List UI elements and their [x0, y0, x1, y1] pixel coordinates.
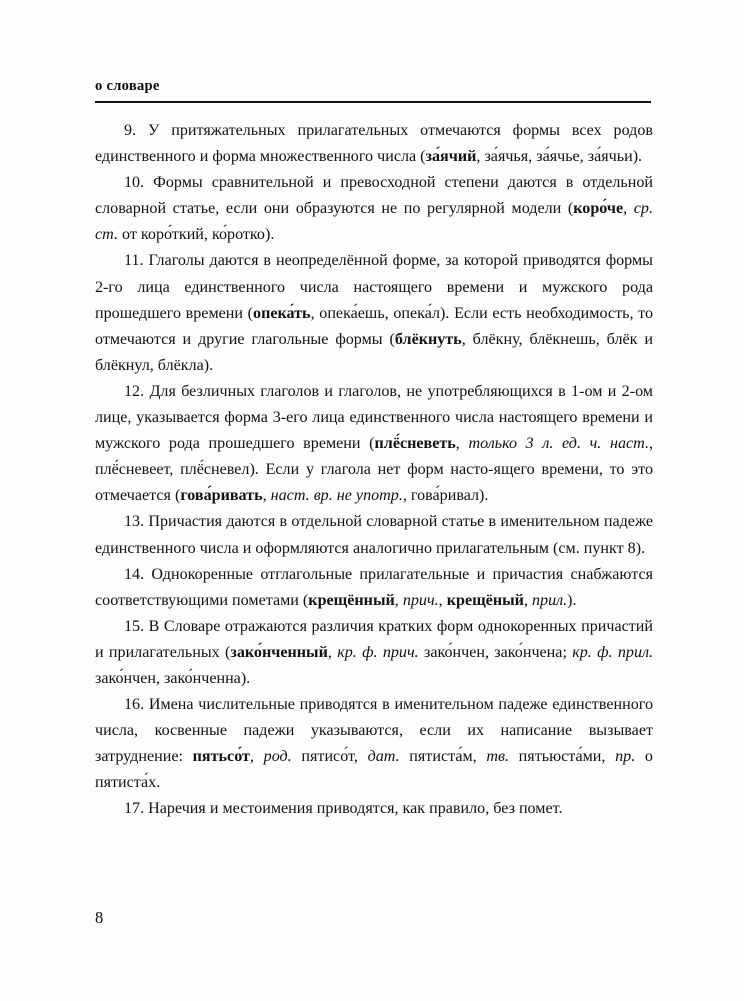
text-run: 9. У притяжательных прилагательных отмечаются формы всех родов единственного и форма множественного числа (	[95, 122, 653, 166]
headword: за́ячий	[425, 148, 477, 166]
running-head: о словаре	[95, 78, 160, 94]
page-number: 8	[95, 908, 104, 927]
grammar-label: пр.	[615, 748, 636, 766]
headword: опека́ть	[253, 304, 311, 322]
text-run: , за́ячья, за́ячье, за́ячьи).	[476, 148, 643, 166]
text-run: пятиста́м,	[399, 748, 487, 766]
text-run: , опека́ешь, опека́л). Если есть необходимость, то отмечаются и другие глагольные формы (	[95, 304, 653, 348]
grammar-label: тв.	[486, 748, 509, 766]
headword: плё́сневеть	[374, 435, 456, 453]
grammar-label: ср. ст.	[95, 200, 653, 244]
text-run: ,	[262, 487, 271, 505]
text-run: 15. В Словаре отражаются различия кратких форм однокоренных причастий и прилагательных (	[95, 617, 653, 661]
paragraph-item-11	[95, 248, 653, 378]
text-run: 17. Наречия и местоимения приводятся, как правило, без помет.	[124, 800, 563, 818]
headword: блёкнуть	[394, 330, 462, 348]
grammar-label: прил.	[531, 591, 568, 609]
text-run: ,	[623, 200, 634, 218]
headword: гова́ривать	[180, 487, 263, 505]
text-run: о пятиста́х.	[95, 748, 653, 792]
text-run: 16. Имена числительные приводятся в именительном падеже единственного числа, косвенные падежи указываются, если их написание вызывает затруднение:	[95, 696, 653, 766]
paragraph-item-13	[95, 509, 653, 561]
text-run: , плё́сневеет, плё́сневел). Если у глагола нет форм насто-ящего времени, то это отмечается (	[95, 435, 654, 505]
paragraph-item-9	[95, 118, 653, 170]
text-run: , блёкну, блёкнешь, блёк и блёкнул, блёкла).	[95, 330, 654, 374]
paragraph-item-15	[95, 614, 653, 692]
headword: коро́че	[573, 200, 624, 218]
header-rule	[95, 101, 651, 103]
paragraph-item-14	[95, 562, 653, 614]
text-run: 11. Глаголы даются в неопределённой форме, за которой приводятся формы 2-го лица единственного числа настоящего времени и мужского рода прошедшего времени (	[95, 252, 653, 322]
text-run: пятисо́т,	[291, 748, 368, 766]
paragraph-item-16	[95, 692, 653, 796]
text-run: 14. Однокоренные отглагольные прилагательные и причастия снабжаются соответствующими пометами (	[95, 565, 653, 609]
grammar-label: кр. ф. прич.	[337, 643, 419, 661]
paragraph-item-17	[95, 796, 653, 822]
headword: зако́нченный	[230, 643, 328, 661]
grammar-label: только 3 л. ед. ч. наст.	[468, 435, 649, 453]
text-run: , гова́ривал).	[402, 487, 489, 505]
text-run: ,	[249, 748, 264, 766]
grammar-label: наст. вр. не употр.	[270, 487, 403, 505]
text-run: ,	[523, 591, 532, 609]
text-run: от коро́ткий, ко́ротко).	[118, 226, 275, 244]
text-run: ).	[567, 591, 577, 609]
paragraph-item-10	[95, 170, 653, 248]
headword: крещённый	[308, 591, 395, 609]
page-body	[95, 118, 653, 823]
text-run: ,	[327, 643, 338, 661]
headword: пятьсо́т	[192, 748, 250, 766]
grammar-label: дат.	[367, 748, 400, 766]
text-run: ,	[438, 591, 447, 609]
text-run: зако́нчен, зако́нченна).	[95, 669, 251, 687]
text-run: 12. Для безличных глаголов и глаголов, не употребляющихся в 1-ом и 2-ом лице, указывается форма 3-его лица единственного числа настоящего времени и мужского рода прошедшего времени (	[95, 382, 653, 453]
text-run: 13. Причастия даются в отдельной словарной статье в именительном падеже единственного числа и оформляются аналогично прилагательным (см. пункт 8).	[95, 513, 653, 557]
grammar-label: прич.	[402, 591, 439, 609]
grammar-label: кр. ф. прил.	[572, 643, 654, 661]
paragraph-item-12	[95, 379, 653, 509]
grammar-label: род.	[263, 748, 292, 766]
text-run: зако́нчен, зако́нчена;	[418, 643, 573, 661]
text-run: ,	[394, 591, 403, 609]
text-run: пятьюста́ми,	[509, 748, 616, 766]
text-run: 10. Формы сравнительной и превосходной степени даются в отдельной словарной статье, если они образуются не по регулярной модели (	[95, 174, 653, 218]
text-run: ,	[455, 435, 469, 453]
headword: крещёный	[446, 591, 524, 609]
